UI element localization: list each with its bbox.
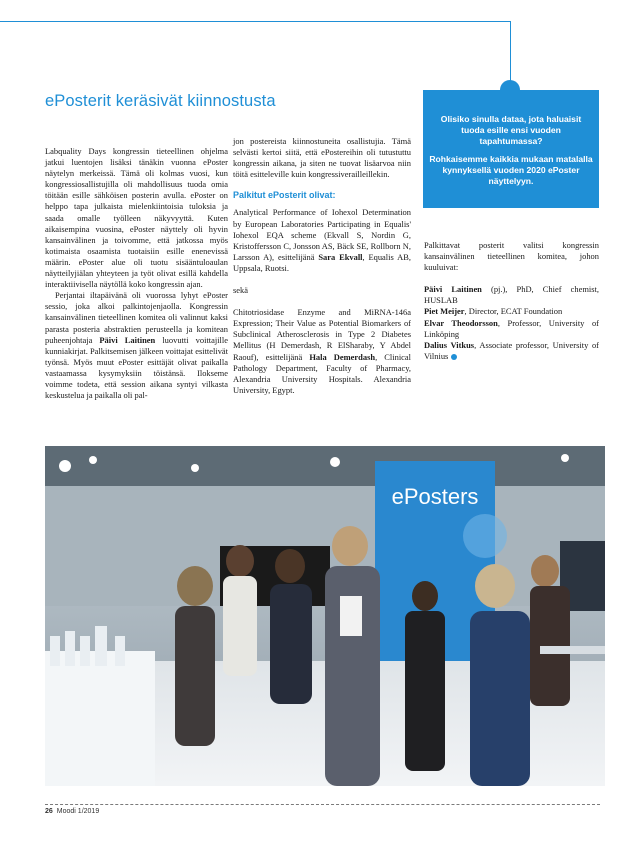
award2-title: Chitotriosidase Enzyme and MiRNA-146a Expression; Their Value as Potential Biomarkers of Subclinical Atherosclerosis in Type 2 Diabetes Mellitus (H Demerdash, R ElSharaby, Y Abdel Raouf), esittelijänä [233,307,411,362]
chair-name: Päivi Laitinen [99,334,156,345]
paragraph-session [45,290,228,401]
member-name: Dalius Vitkus [424,339,475,350]
member-name: Piet Meijer [424,306,465,317]
callout-box [423,90,599,208]
member-name: Päivi Laitinen [424,284,482,295]
callout-invitation: Rohkaisemme kaikkia mukaan matalalla kynnyksellä vuoden 2020 ePoster näyttelyyn. [429,154,593,186]
award2-affiliation: , Clinical Pathology Department, Faculty of Pharmacy, Alexandria University Hospitals. Alexandria University, Egypt. [233,351,412,395]
conjunction-text: sekä [233,285,248,296]
member-role: , Director, ECAT Foundation [464,306,563,317]
committee-intro: Palkittavat posterit valitsi kongressin kansainvälinen tieteellinen komitea, johon kuuluivat: [424,240,599,273]
event-photo [45,446,605,786]
footer-rule [45,804,600,805]
member-role: , Associate professor, University of Vilnius [424,339,599,361]
award1-affiliation: , Equalis AB, Uppsala, Ruotsi. [233,251,411,273]
committee-member [424,284,599,306]
text-column-2 [233,136,411,396]
member-role: , Professor, University of Linköping [424,317,599,339]
text-column-3 [424,240,599,362]
committee-member [424,340,599,362]
article-headline: ePosterit keräsivät kiinnostusta [45,92,276,110]
award1-title: Analytical Performance of Iohexol Determination by European Laboratories Participating in Equalis' Iohexol EQA scheme (Ekvall S, Nordin G, Kristoffersson C, Jonsson AS, Bäck SE, Rollborn N, Larsson A), esittelijänä [233,207,411,262]
screen-ePosters-text: ePosters [391,484,479,509]
session-text-b: luovutti voittajille kunniakirjat. Palkitsemisen jälkeen voittajat esittelivät työnsä. Myös muut ePoster esittäjät olivat paikalla vastaamassa kysymyksiin töistänsä. Ilokseme voimme todeta, että session aikana syntyi vilkasta keskustelua ja paikalla oli pal- [45,334,229,401]
paragraph-continuation: jon postereista kiinnostuneita osallistujia. Tämä selvästi kertoi siitä, että ePostereihin oli tutustuttu kongressin aikana, ja siten ne tuovat lisäarvoa niin töitä esitteleville kuin kongressiverailleillekin. [233,136,411,180]
decorative-rule-vertical [510,21,511,83]
article-end-icon [451,354,457,360]
member-name: Elvar Theodorsson [424,317,498,328]
awards-subheading: Palkitut ePosterit olivat: [233,190,336,201]
paragraph-intro: Labquality Days kongressin tieteellinen ohjelma jatkui luentojen lisäksi tänäkin vuonna ePoster näytelyn merkeissä. Tämä oli kolmas vuosi, kun kongressiosallistujilla oli mahdollisuus tuoda omia töitään esille sähköisen posterin avulla. ePoster on helppo tapa julkaista mielenkiintoisia tuloksia ja saada omalle työlleen näkyvyyttä. Kuten aikaisempina vuosina, ePoster näyttely oli hyvin kansainvälinen ja toivomme, että jatkossa myös kotimaista osaamista tuotaisiin esille enenevissä määrin. ePoster alue oli tuotu sisääntuloaulan näytteilyjiälan yhteyteen ja työt olivat esillä kahdella interaktiivisella näytöllä koko kongressin ajan. [45,146,228,290]
publication-name: Moodi 1/2019 [56,808,100,815]
committee-member [424,306,599,317]
award2-presenter: Hala Demerdash [309,351,376,362]
session-text-a: Perjantai iltapäivänä oli vuorossa lyhyt ePoster sessio, joka alkoi palkintojenjaolla. Kongressin kansainvälinen tieteellinen komitea oli valinnut kaksi parasta posteria abstraktien perusteella ja komitean puheenjohtaja [45,290,228,345]
award-entry-2 [233,307,411,396]
text-column-1 [45,146,228,401]
callout-question: Olisiko sinulla dataa, jota haluaisit tuoda esille ensi vuoden tapahtumassa? [440,114,582,146]
award1-presenter: Sara Ekvall [318,251,363,262]
committee-member [424,318,599,340]
page-number: 26 [45,808,53,815]
decorative-rule [0,21,511,22]
member-role: (pj.), PhD, Chief chemist, HUSLAB [424,284,599,306]
page-footer [45,808,99,815]
award-entry-1 [233,207,411,274]
